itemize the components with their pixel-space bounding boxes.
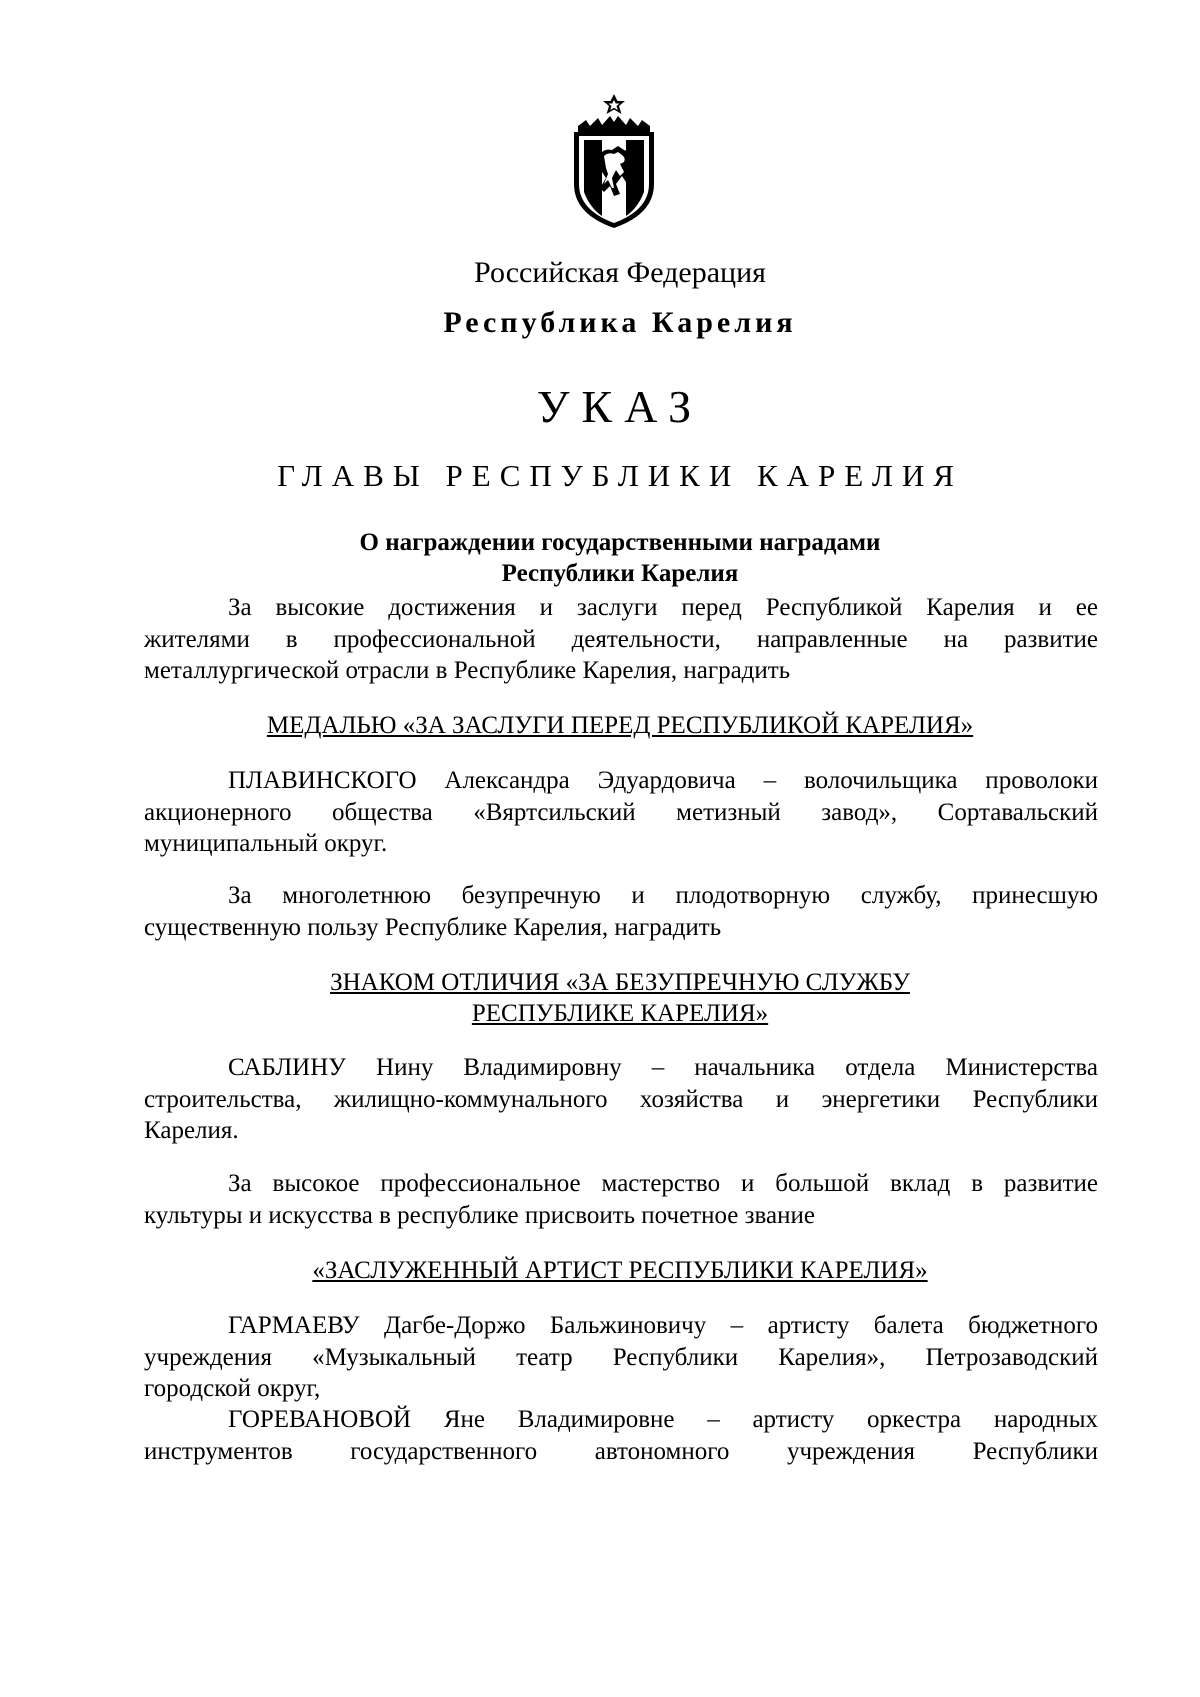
recipient-paragraph — [144, 1052, 1098, 1147]
paragraph-line: учреждения «Музыкальный театр Республики Карелия», Петрозаводский — [144, 1343, 1098, 1371]
recipient-paragraph — [144, 1310, 1098, 1405]
country-name: Российская Федерация — [474, 256, 766, 289]
paragraph-line: металлургической отрасли в Республике Карелия, наградить — [144, 657, 791, 684]
paragraph-line: культуры и искусства в республике присвоить почетное звание — [144, 1201, 815, 1229]
paragraph-line: Карелия. — [144, 1117, 239, 1144]
intro-paragraph — [144, 880, 1098, 943]
award-line: «ЗАСЛУЖЕННЫЙ АРТИСТ РЕСПУБЛИКИ КАРЕЛИЯ» — [312, 1257, 928, 1284]
award-name — [0, 967, 1200, 1029]
republic-name: Республика Карелия — [443, 306, 797, 339]
intro-paragraph — [144, 592, 1098, 687]
title-line: Республики Карелия — [501, 560, 739, 587]
paragraph-line: За высокие достижения и заслуги перед Республикой Карелия и ее — [228, 594, 1098, 621]
paragraph-line: городской округ, — [144, 1375, 321, 1402]
paragraph-line: инструментов государственного автономного учреждения Республики — [144, 1437, 1098, 1465]
title-line: О награждении государственными наградами — [359, 529, 881, 556]
paragraph-line: муниципальный округ. — [144, 830, 388, 857]
paragraph-line: САБЛИНУ Нину Владимировну – начальника отдела Министерства — [228, 1054, 1098, 1081]
award-line: МЕДАЛЬЮ «ЗА ЗАСЛУГИ ПЕРЕД РЕСПУБЛИКОЙ КАРЕЛИЯ» — [266, 712, 974, 739]
paragraph-line: существенную пользу Республике Карелия, наградить — [144, 913, 722, 941]
paragraph-line: ГАРМАЕВУ Дагбе-Доржо Бальжиновичу – артисту балета бюджетного — [228, 1312, 1098, 1339]
paragraph-line: ГОРЕВАНОВОЙ Яне Владимировне – артисту оркестра народных — [228, 1406, 1098, 1433]
award-line: ЗНАКОМ ОТЛИЧИЯ «ЗА БЕЗУПРЕЧНУЮ СЛУЖБУ — [330, 969, 910, 996]
paragraph-line: жителями в профессиональной деятельности, направленные на развитие — [144, 625, 1098, 653]
recipient-paragraph — [144, 765, 1098, 860]
issuer: ГЛАВЫ РЕСПУБЛИКИ КАРЕЛИЯ — [277, 458, 963, 493]
paragraph-line: За высокое профессиональное мастерство и большой вклад в развитие — [228, 1170, 1098, 1197]
intro-paragraph — [144, 1168, 1098, 1231]
recipient-paragraph — [144, 1404, 1098, 1467]
paragraph-line: строительства, жилищно-коммунального хозяйства и энергетики Республики — [144, 1085, 1098, 1113]
award-name — [0, 1255, 1200, 1286]
coat-of-arms-icon — [568, 92, 660, 230]
paragraph-line: За многолетнюю безупречную и плодотворную службу, принесшую — [228, 882, 1098, 909]
paragraph-line: акционерного общества «Вяртсильский метизный завод», Сортавальский — [144, 798, 1098, 826]
paragraph-line: ПЛАВИНСКОГО Александра Эдуардовича – волочильщика проволоки — [228, 767, 1098, 794]
document-type: УКАЗ — [536, 381, 704, 432]
award-name — [0, 710, 1200, 741]
award-line: РЕСПУБЛИКЕ КАРЕЛИЯ» — [471, 1000, 769, 1027]
document-title — [0, 527, 1200, 589]
